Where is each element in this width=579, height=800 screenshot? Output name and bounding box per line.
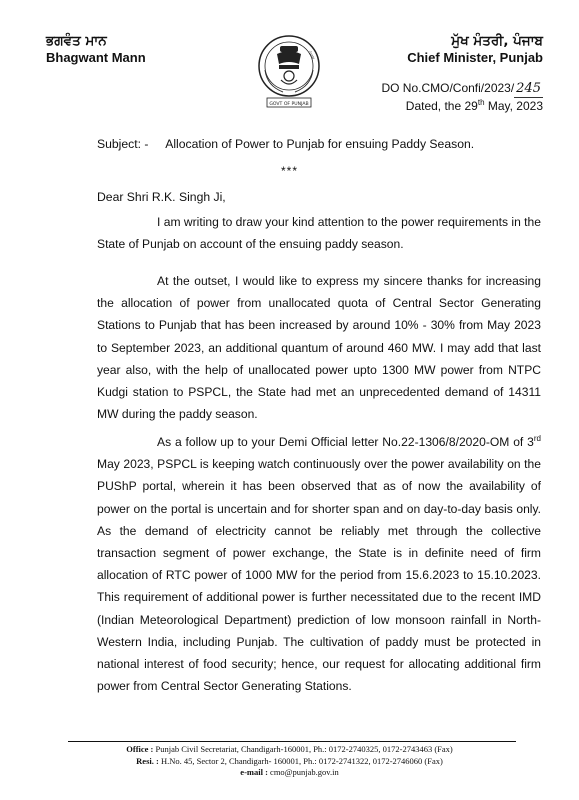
do-number-prefix: DO No.CMO/Confi/2023/ xyxy=(381,81,515,95)
paragraph-3-start: As a follow up to your Demi Official letter No.22-1306/8/2020-OM of 3 xyxy=(157,435,534,449)
subject-label: Subject: - xyxy=(97,137,149,151)
footer-office-text: Punjab Civil Secretariat, Chandigarh-160001, Ph.: 0172-2740325, 0172-2743463 (Fax) xyxy=(153,744,453,754)
paragraph-3-superscript: rd xyxy=(533,433,541,443)
punjab-government-emblem-icon xyxy=(253,30,325,116)
footer-address xyxy=(0,744,579,779)
footer-office-label: Office : xyxy=(126,744,154,754)
footer-email-label: e-mail : xyxy=(240,767,268,777)
reference-block xyxy=(381,80,543,115)
designation-title: Chief Minister, Punjab xyxy=(407,50,543,65)
footer-resi-text: H.No. 45, Sector 2, Chandigarh- 160001, Ph.: 0172-2741322, 0172-2746060 (Fax) xyxy=(158,755,443,766)
sender-name: Bhagwant Mann xyxy=(46,50,146,65)
footer-residence xyxy=(0,756,579,768)
date-superscript: th xyxy=(477,98,485,107)
designation-block xyxy=(407,33,543,66)
paragraph-1-text: I am writing to draw your kind attention to the power requirements in the State of Punjab on account of the ensuing paddy season. xyxy=(97,215,541,252)
svg-text:ਪੰਜਾਬ: ਪੰਜਾਬ xyxy=(307,50,316,61)
sender-block xyxy=(46,33,146,66)
footer-email xyxy=(0,767,579,779)
footer-resi-label: Resi. : xyxy=(136,755,159,766)
date-prefix: Dated, the 29 xyxy=(405,99,478,113)
paragraph-3-rest: May 2023, PSPCL is keeping watch continuously over the power availability on the PUShP portal, wherein it has been observed that as of now the availability of power on the portal is uncertain and for shorter span and on day-to-day basis only. As the demand of electricity cannot be reliably met through the collective transaction segment of power exchange, the State is in definite need of firm allocation of RTC power of 1000 MW for the period from 15.6.2023 to 15.10.2023. This requirement of additional power is further necessitated due to the recent IMD (Indian Meteorological Department) prediction of low monsoon rainfall in North-Western India, including Punjab. The cultivation of paddy must be protected in national interest of food security; hence, our request for allocating additional firm power from Central Sector Generating Stations. xyxy=(97,457,541,694)
letter-date xyxy=(381,98,543,115)
separator-stars: *** xyxy=(280,164,298,178)
subject-text: Allocation of Power to Punjab for ensuing Paddy Season. xyxy=(165,137,475,151)
emblem-banner-text: GOVT OF PUNJAB xyxy=(269,102,309,107)
paragraph-3-text xyxy=(97,431,541,697)
salutation: Dear Shri R.K. Singh Ji, xyxy=(97,190,226,204)
sender-name-punjabi: ਭਗਵੰਤ ਮਾਨ xyxy=(46,33,107,49)
date-suffix: May, 2023 xyxy=(484,99,543,113)
do-number xyxy=(381,80,543,98)
footer-office xyxy=(0,744,579,756)
designation-punjabi: ਮੁੱਖ ਮੰਤਰੀ, ਪੰਜਾਬ xyxy=(451,33,543,49)
paragraph-1 xyxy=(97,211,541,255)
footer-email-text: cmo@punjab.gov.in xyxy=(267,767,339,777)
paragraph-2-text: At the outset, I would like to express my sincere thanks for increasing the allocation of power from unallocated quota of Central Sector Generating Stations to Punjab that has been increased by around 10% - 30% from May 2023 to September 2023, an additional quantum of around 460 MW. I may add that last year also, with the help of unallocated power upto 1300 MW power from NTPC Kudgi station to PSPCL, the State had met an unprecedented demand of 14311 MW during the paddy season. xyxy=(97,274,541,422)
paragraph-3 xyxy=(97,431,541,697)
footer-divider xyxy=(68,741,516,742)
do-number-handwritten: 245 xyxy=(516,81,541,96)
paragraph-2 xyxy=(97,270,541,425)
subject-line xyxy=(97,137,474,151)
